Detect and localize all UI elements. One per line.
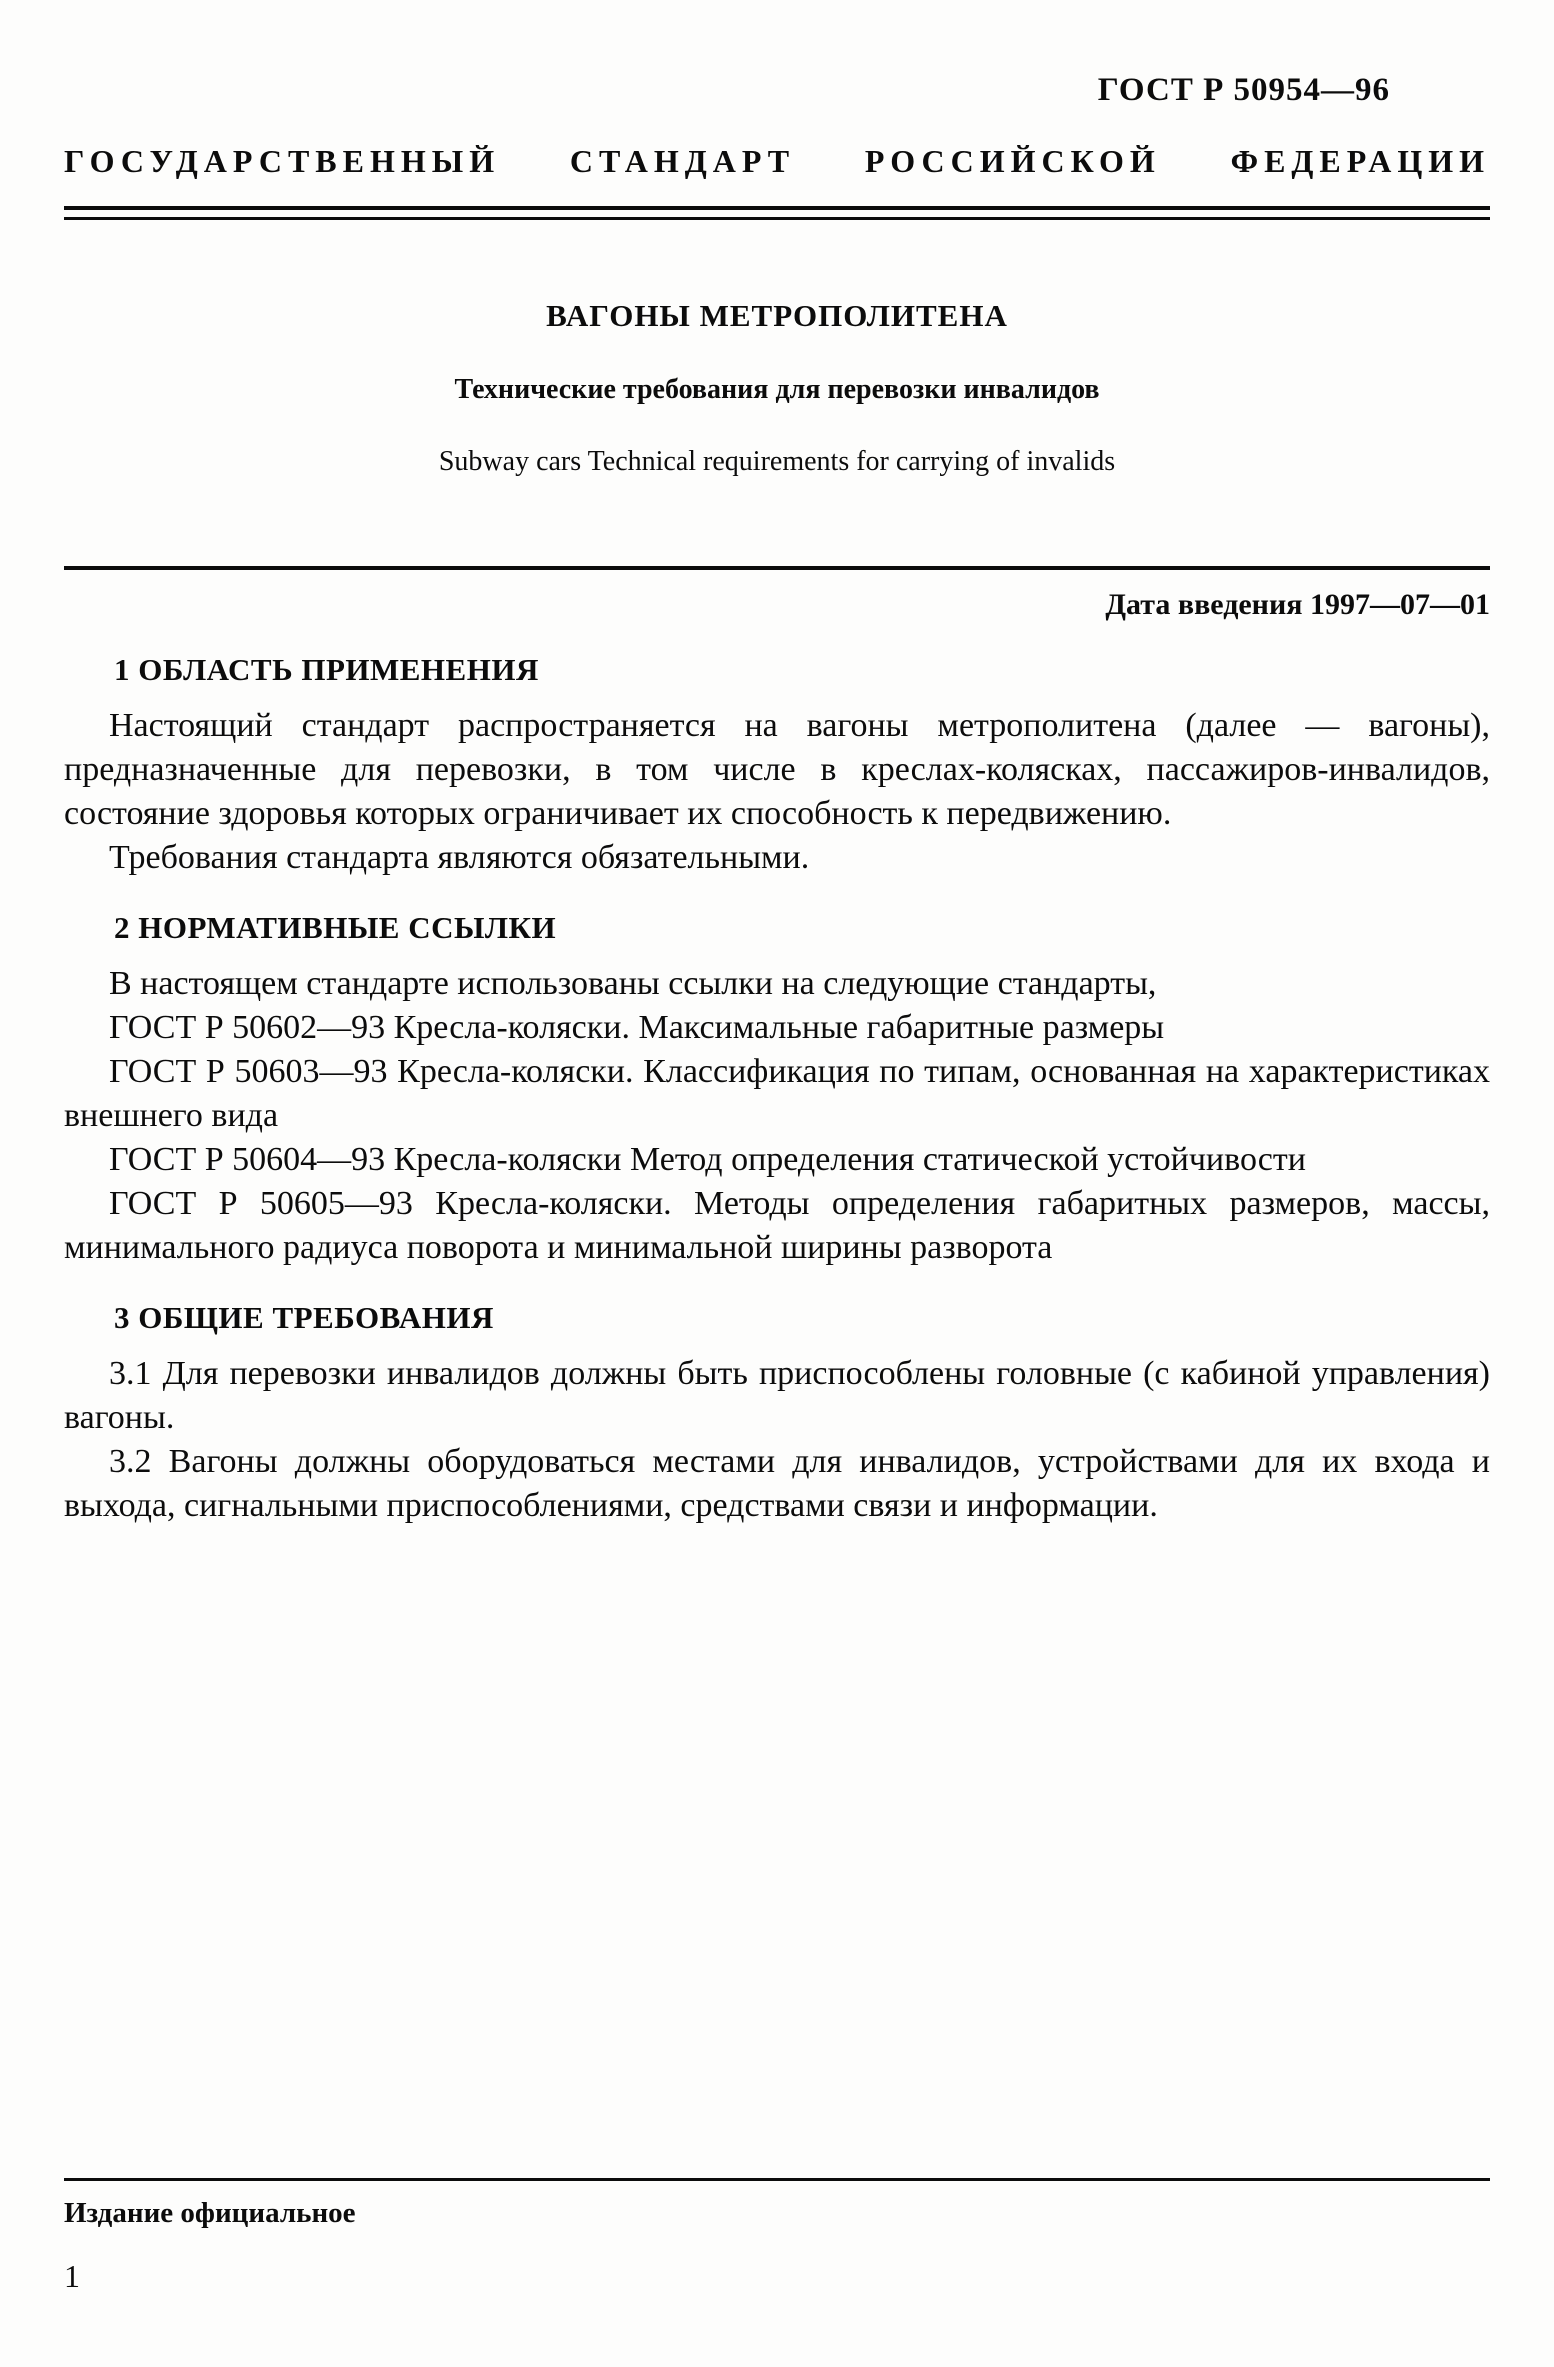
paragraph: В настоящем стандарте использованы ссылки на следующие стандарты, [109,965,1157,1002]
paragraph: Требования стандарта являются обязательными. [109,839,810,876]
section-2-heading: 2 НОРМАТИВНЫЕ ССЫЛКИ [114,910,557,945]
edition-note: Издание официальное [64,2197,356,2229]
horizontal-rule [64,566,1490,570]
page-footer [64,2178,1490,2295]
double-rule [64,206,1490,220]
paragraph: 3.1 Для перевозки инвалидов должны быть приспособлены головные (с кабиной управления) вагоны. [64,1355,1490,1436]
reference-item: ГОСТ Р 50604—93 Кресла-коляски Метод определения статической устойчивости [109,1141,1306,1178]
reference-item: ГОСТ Р 50602—93 Кресла-коляски. Максимальные габаритные размеры [109,1009,1165,1046]
section-3-heading: 3 ОБЩИЕ ТРЕБОВАНИЯ [114,1300,494,1335]
document-subtitle-english: Subway cars Technical requirements for carrying of invalids [438,446,1116,477]
reference-item: ГОСТ Р 50605—93 Кресла-коляски. Методы определения габаритных размеров, массы, минимального радиуса поворота и минимальной ширины разворота [64,1185,1490,1266]
section-1-heading: 1 ОБЛАСТЬ ПРИМЕНЕНИЯ [114,652,539,687]
footer-rule [64,2178,1490,2181]
paragraph: Настоящий стандарт распространяется на вагоны метрополитена (далее — вагоны), предназначенные для перевозки, в том числе в креслах-колясках, пассажиров-инвалидов, состояние здоровья которых ограничивает их способность к передвижению. [64,707,1490,832]
reference-item: ГОСТ Р 50603—93 Кресла-коляски. Классификация по типам, основанная на характеристиках внешнего вида [64,1053,1490,1134]
title-block [64,298,1490,478]
page-number: 1 [64,2258,80,2294]
introduction-date: Дата введения 1997—07—01 [1105,588,1490,621]
standard-header: ГОСУДАРСТВЕННЫЙ СТАНДАРТ РОССИЙСКОЙ ФЕДЕРАЦИИ [64,143,1490,179]
paragraph: 3.2 Вагоны должны оборудоваться местами для инвалидов, устройствами для их входа и выхода, сигнальными приспособлениями, средствами связи и информации. [64,1443,1490,1524]
document-title: ВАГОНЫ МЕТРОПОЛИТЕНА [546,298,1008,333]
doc-number: ГОСТ Р 50954—96 [1097,72,1390,108]
document-subtitle: Технические требования для перевозки инвалидов [454,374,1100,405]
